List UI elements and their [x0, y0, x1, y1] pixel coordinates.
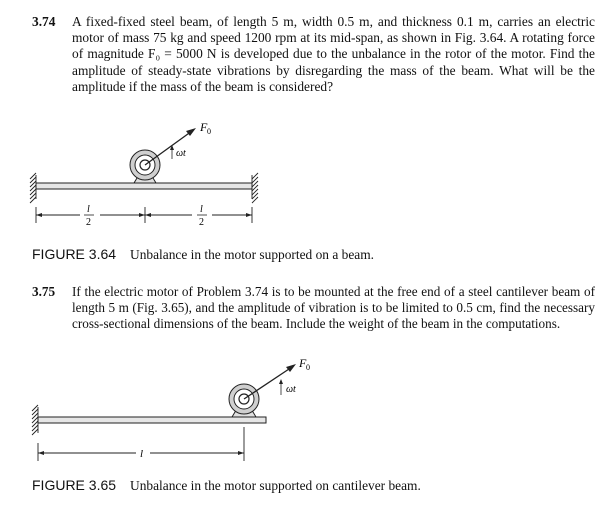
- force-subscript: 0: [207, 127, 211, 136]
- problem-number: 3.75: [32, 284, 56, 299]
- figure-3-65: [0, 355, 609, 465]
- motor: [229, 384, 259, 417]
- angle-arrow: [279, 379, 283, 395]
- problem-3-74: [32, 14, 595, 95]
- dim-label: l: [140, 448, 144, 460]
- force-arrow: [145, 128, 196, 165]
- caption-label: FIGURE 3.65: [32, 477, 117, 493]
- left-wall-hatch: [30, 173, 36, 203]
- dim-left-denominator: 2: [86, 217, 91, 228]
- cantilever-beam: [38, 417, 266, 423]
- problem-number: 3.74: [32, 14, 56, 29]
- dim-right-denominator: 2: [199, 217, 204, 228]
- force-subscript: 0: [306, 363, 310, 372]
- angle-label: ωt: [176, 148, 186, 159]
- force-label: F: [200, 120, 208, 134]
- right-wall-hatch: [252, 173, 258, 203]
- caption-text: Unbalance in the motor supported on cantilever beam.: [130, 478, 421, 493]
- figure-3-64: [0, 115, 609, 243]
- fixed-beam: [36, 183, 252, 189]
- motor: [130, 150, 160, 183]
- dim-left-numerator: l: [87, 204, 90, 215]
- problem-3-75: [32, 284, 595, 332]
- caption-label: FIGURE 3.64: [32, 246, 117, 262]
- problem-text: If the electric motor of Problem 3.74 is to be mounted at the free end of a steel cantilever beam of length 5 m (Fig. 3.65), and the amplitude of vibration is to be limited to 0.5 cm, find the necessary cross-sectional dimensions of the beam. Include the weight of the beam in the computations.: [72, 284, 595, 331]
- caption-text: Unbalance in the motor supported on a beam.: [130, 247, 374, 262]
- figure-3-64-caption: [32, 246, 374, 263]
- figure-3-65-caption: [32, 477, 421, 494]
- problem-text: A fixed-fixed steel beam, of length 5 m, width 0.5 m, and thickness 0.1 m, carries an electric motor of mass 75 kg and speed 1200 rpm at its mid-span, as shown in Fig. 3.64. A rotating force of magnitude F₀ = 5000 N is developed due to the unbalance in the rotor of the motor. Find the amplitude of steady-state vibrations by disregarding the mass of the beam. What will be the amplitude if the mass of the beam is considered?: [72, 14, 595, 94]
- force-label: F: [299, 356, 307, 370]
- dim-right-numerator: l: [200, 204, 203, 215]
- cantilever-wall-hatch: [32, 405, 38, 435]
- angle-label: ωt: [286, 384, 296, 395]
